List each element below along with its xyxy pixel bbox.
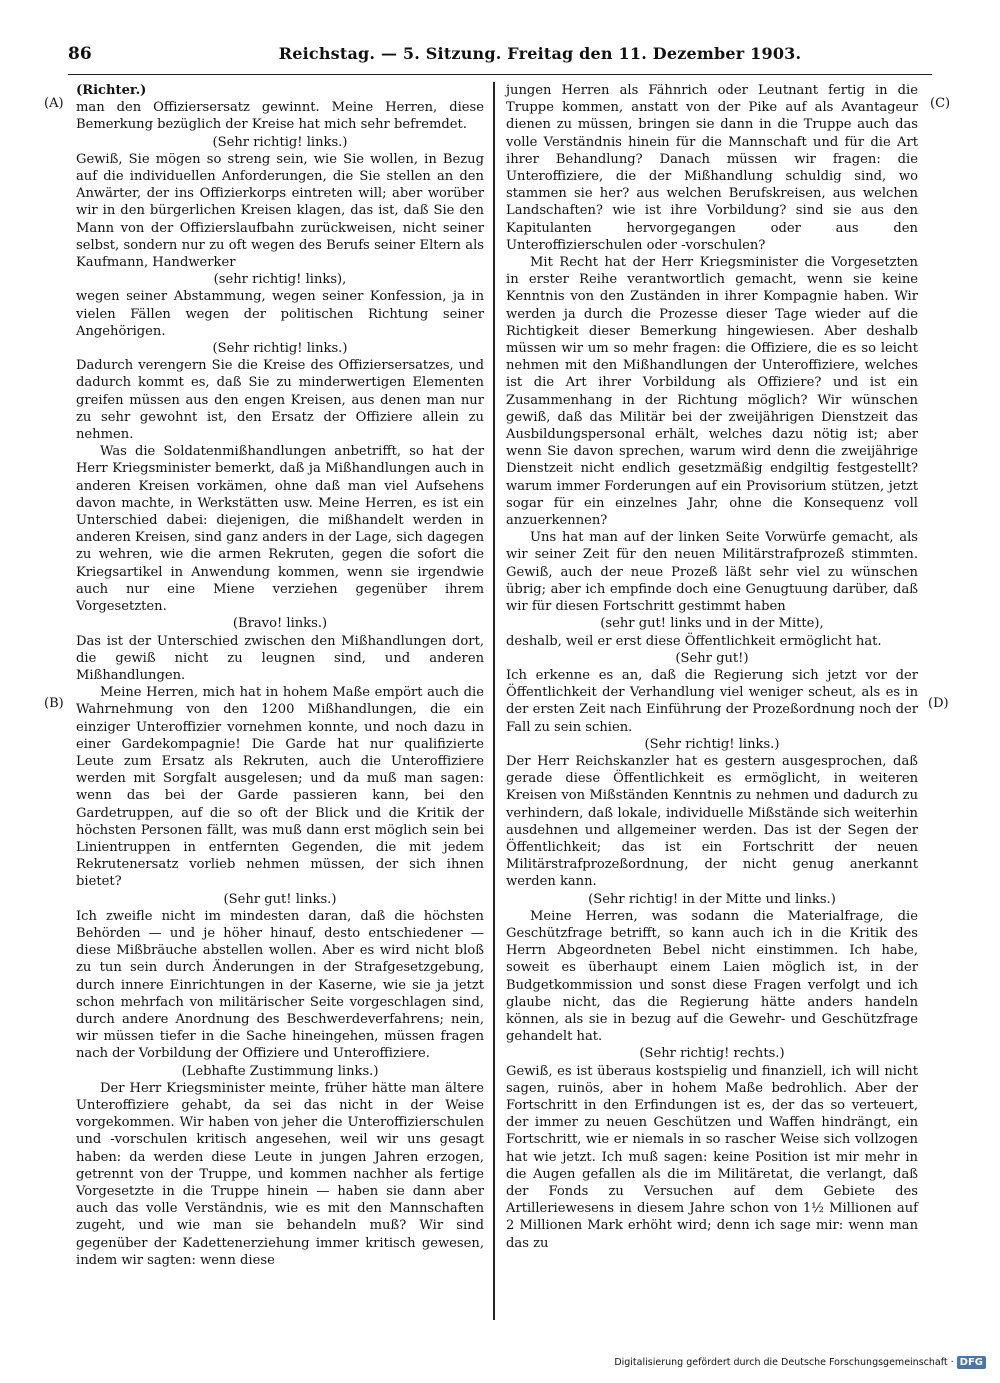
running-head: Reichstag. — 5. Sitzung. Freitag den 11. Dezember 1903. [278, 44, 802, 63]
interjection: (Sehr richtig! rechts.) [639, 1046, 785, 1062]
margin-letter-d: (D) [928, 696, 949, 711]
interjection: (Bravo! links.) [232, 616, 328, 632]
page-header [68, 40, 932, 75]
footer-credit [614, 1356, 986, 1369]
paragraph: Meine Herren, mich hat in hohem Maße empört auch die Wahrnehmung von den 1200 Mißhandlungen, die ein einziger Unteroffizier vornehmen konnte, und noch dazu in einer Gardekompagnie! Die Garde hat nur qualifizierte Leute zum Ersatz als Rekruten, auch die Unteroffiziere werden mit Sorgfalt ausgelesen; und da muß man sagen: wenn das bei der Garde passieren kann, bei den Gardetruppen, auf die so oft der Blick und die Kritik der höchsten Personen fällt, was muß dann erst möglich sein bei Linientruppen in entfernten Gegenden, die mit jedem Rekrutenersatz vorlieb nehmen müssen, der sich ihnen bietet? [76, 685, 484, 890]
interjection: (Lebhafte Zustimmung links.) [181, 1063, 379, 1079]
paragraph: Gewiß, Sie mögen so streng sein, wie Sie wollen, in Bezug auf die individuellen Anforderungen, die Sie stellen an den Anwärter, der ins Offizierkorps eintreten will; aber worüber wir in den bürgerlichen Kreisen klagen, das ist, daß Sie den Mann von der Offizierslaufbahn zurückweisen, nicht seiner selbst, sondern nur zu oft wegen des Berufs seiner Eltern als Kaufmann, Handwerker [76, 151, 484, 271]
left-column [76, 82, 484, 1269]
right-column [506, 82, 918, 1252]
column-divider [493, 82, 495, 1320]
margin-letter-b: (B) [44, 696, 64, 711]
interjection: (sehr richtig! links), [213, 272, 347, 288]
speaker-name: (Richter.) [76, 83, 147, 98]
margin-letter-c: (C) [930, 96, 951, 111]
paragraph: Meine Herren, was sodann die Materialfrage, die Geschützfrage betrifft, so kann auch ich in die Kritik des Herrn Abgeordneten Bebel nicht einstimmen. Ich habe, soweit es überhaupt einem Laien möglich ist, in der Budgetkommission und sonst diese Fragen verfolgt und ich glaube nicht, das die Regierung hätte anders handeln können, als sie in bezug auf die Gewehr- und Geschützfrage gehandelt hat. [506, 908, 918, 1045]
paragraph: Ich erkenne es an, daß die Regierung sich jetzt vor der Öffentlichkeit der Verhandlung viel weniger scheut, als es in der ersten Zeit nach Einführung der Prozeßordnung noch der Fall zu sein schien. [506, 667, 918, 735]
paragraph: jungen Herren als Fähnrich oder Leutnant fertig in die Truppe kommen, anstatt von der Pike auf als Avantageur dienen zu müssen, bringen sie dann in die Truppe auch das volle Verständnis hinein für die Mannschaft und für die Art ihrer Behandlung? Danach müssen wir fragen: die Unteroffiziere, die der Mißhandlung schuldig sind, wo stammen sie her? aus welchen Berufskreisen, aus welchen Landschaften? wie ist ihre Vorbildung? sind sie aus den Kapitulanten hervorgegangen oder aus den Unteroffizierschulen oder -vorschulen? [506, 83, 918, 253]
paragraph: wegen seiner Abstammung, wegen seiner Konfession, ja in vielen Fällen wegen der politischen Richtung seiner Angehörigen. [76, 289, 484, 339]
footer-text: Digitalisierung gefördert durch die Deutsche Forschungsgemeinschaft · [614, 1357, 954, 1368]
paragraph: man den Offiziersersatz gewinnt. Meine Herren, diese Bemerkung bezüglich der Kreise hat mich sehr befremdet. [76, 100, 484, 133]
interjection: (Sehr richtig! in der Mitte und links.) [588, 891, 836, 907]
paragraph: Uns hat man auf der linken Seite Vorwürfe gemacht, als wir seiner Zeit für den neuen Militärstrafprozeß stimmten. Gewiß, auch der neue Prozeß läßt sehr viel zu wünschen übrig; aber ich empfinde doch eine Genugtuung darüber, daß wir für diesen Fortschritt gestimmt haben [506, 530, 918, 615]
interjection: (Sehr richtig! links.) [212, 341, 348, 357]
interjection: (sehr gut! links und in der Mitte), [600, 616, 824, 632]
paragraph: Ich zweifle nicht im mindesten daran, daß die höchsten Behörden — und je höher hinauf, desto entschiedener — diese Mißbräuche abstellen wollen. Aber es wird nicht bloß zu tun sein durch Änderungen in der Strafgesetzgebung, durch innere Einrichtungen in der Kaserne, wie sie ja jetzt schon mehrfach von militärischer Seite vorgeschlagen sind, durch andere Anordnung des Beschwerdeverfahrens; nein, wir müssen tiefer in die Sache hineingehen, müssen fragen nach der Vorbildung der Offiziere und Unteroffiziere. [76, 908, 484, 1062]
paragraph: Mit Recht hat der Herr Kriegsminister die Vorgesetzten in erster Reihe verantwortlich gemacht, wenn sie keine Kenntnis von den Zuständen in ihrer Kompagnie haben. Wir werden ja durch die Prozesse dieser Tage wieder auf die Richtigkeit dieser Bemerkung hingewiesen. Aber deshalb müssen wir um so mehr fragen: die Offiziere, die es so leicht nehmen mit den Mißhandlungen der Unteroffiziere, welches ist die Art ihrer Vorbildung als Offiziere? und ist ein Zusammenhang in der Richtung möglich? Wir wünschen gewiß, daß das Militär bei der zweijährigen Dienstzeit das Ausbildungspersonal erhält, welches dazu nötig ist; aber wenn Sie davon sprechen, warum wird denn die zweijährige Dienstzeit nicht endlich gesetzmäßig endgiltig festgestellt? warum immer Forderungen auf ein Provisorium stützen, jetzt sogar für ein einzelnes Jahr, ohne die Konsequenz voll anzuerkennen? [506, 255, 918, 529]
dfg-logo-icon: DFG [957, 1356, 986, 1369]
paragraph: Der Herr Kriegsminister meinte, früher hätte man ältere Unteroffiziere gehabt, da sei das nicht in der Weise vorgekommen. Wir haben von jeher die Unteroffizierschulen und -vorschulen kritisch angesehen, weil wir uns gesagt haben: da werden diese Leute in jungen Jahren erzogen, getrennt von der Truppe, und kommen nachher als fertige Vorgesetzte in die Truppe hinein — haben sie dann aber auch das volle Verständnis, wie es mit den Mannschaften zugeht, und wie man sie behandeln muß? Wir sind gegenüber der Kadettenerziehung immer kritisch gewesen, indem wir sagten: wenn diese [76, 1080, 484, 1268]
interjection: (Sehr richtig! links.) [212, 134, 348, 150]
interjection: (Sehr gut!) [675, 650, 749, 666]
page-number: 86 [68, 44, 92, 64]
paragraph: Der Herr Reichskanzler hat es gestern ausgesprochen, daß gerade diese Öffentlichkeit es ermöglicht, in weiteren Kreisen von Mißständen Kenntnis zu nehmen und dadurch zu verhindern, daß lokale, individuelle Mißstände sich weiterhin ausdehnen und allgemeiner werden. Das ist der Segen der Öffentlichkeit; das ist ein Fortschritt der neuen Militärstrafprozeßordnung, der nicht genug anerkannt werden kann. [506, 753, 918, 890]
paragraph: Gewiß, es ist überaus kostspielig und finanziell, ich will nicht sagen, ruinös, aber in hohem Maße bedrohlich. Aber der Fortschritt in den Erfindungen ist es, der das so verteuert, der immer zu neuen Geschützen und Waffen hindrängt, ein Fortschritt, wie er niemals in so rascher Weise sich vollzogen hat wie jetzt. Ich muß sagen: keine Position ist mir mehr in die Augen gefallen als die im Militäretat, die verlangt, daß der Fonds zu Versuchen auf dem Gebiete des Artilleriewesens in diesem Jahre schon von 1½ Millionen auf 2 Millionen Mark erhöht wird; denn ich sage mir: wenn man das zu [506, 1063, 918, 1251]
paragraph: Das ist der Unterschied zwischen den Mißhandlungen dort, die gewiß nicht zu leugnen sind, und anderen Mißhandlungen. [76, 633, 484, 683]
margin-letter-a: (A) [44, 96, 64, 111]
interjection: (Sehr richtig! links.) [644, 736, 780, 752]
paragraph: Dadurch verengern Sie die Kreise des Offiziersersatzes, und dadurch kommt es, daß Sie zu minderwertigen Elementen greifen müssen aus den engen Kreisen, aus denen man nur zu sehr gewohnt ist, den Ersatz der Offiziere allein zu nehmen. [76, 358, 484, 443]
paragraph: Was die Soldatenmißhandlungen anbetrifft, so hat der Herr Kriegsminister bemerkt, daß ja Mißhandlungen auch in anderen Kreisen vorkämen, ohne daß man viel Aufsehens davon machte, in Werkstätten usw. Meine Herren, es ist ein Unterschied dabei: diejenigen, die mißhandelt werden in anderen Kreisen, sind ganz anders in der Lage, sich dagegen zu wehren, wie die armen Rekruten, gegen die sofort die Kriegsartikel in Anwendung kommen, wenn sie irgendwie auch nur eine Miene verziehen gegenüber ihrem Vorgesetzten. [76, 444, 484, 615]
paragraph: deshalb, weil er erst diese Öffentlichkeit ermöglicht hat. [506, 633, 882, 649]
interjection: (Sehr gut! links.) [223, 891, 337, 907]
